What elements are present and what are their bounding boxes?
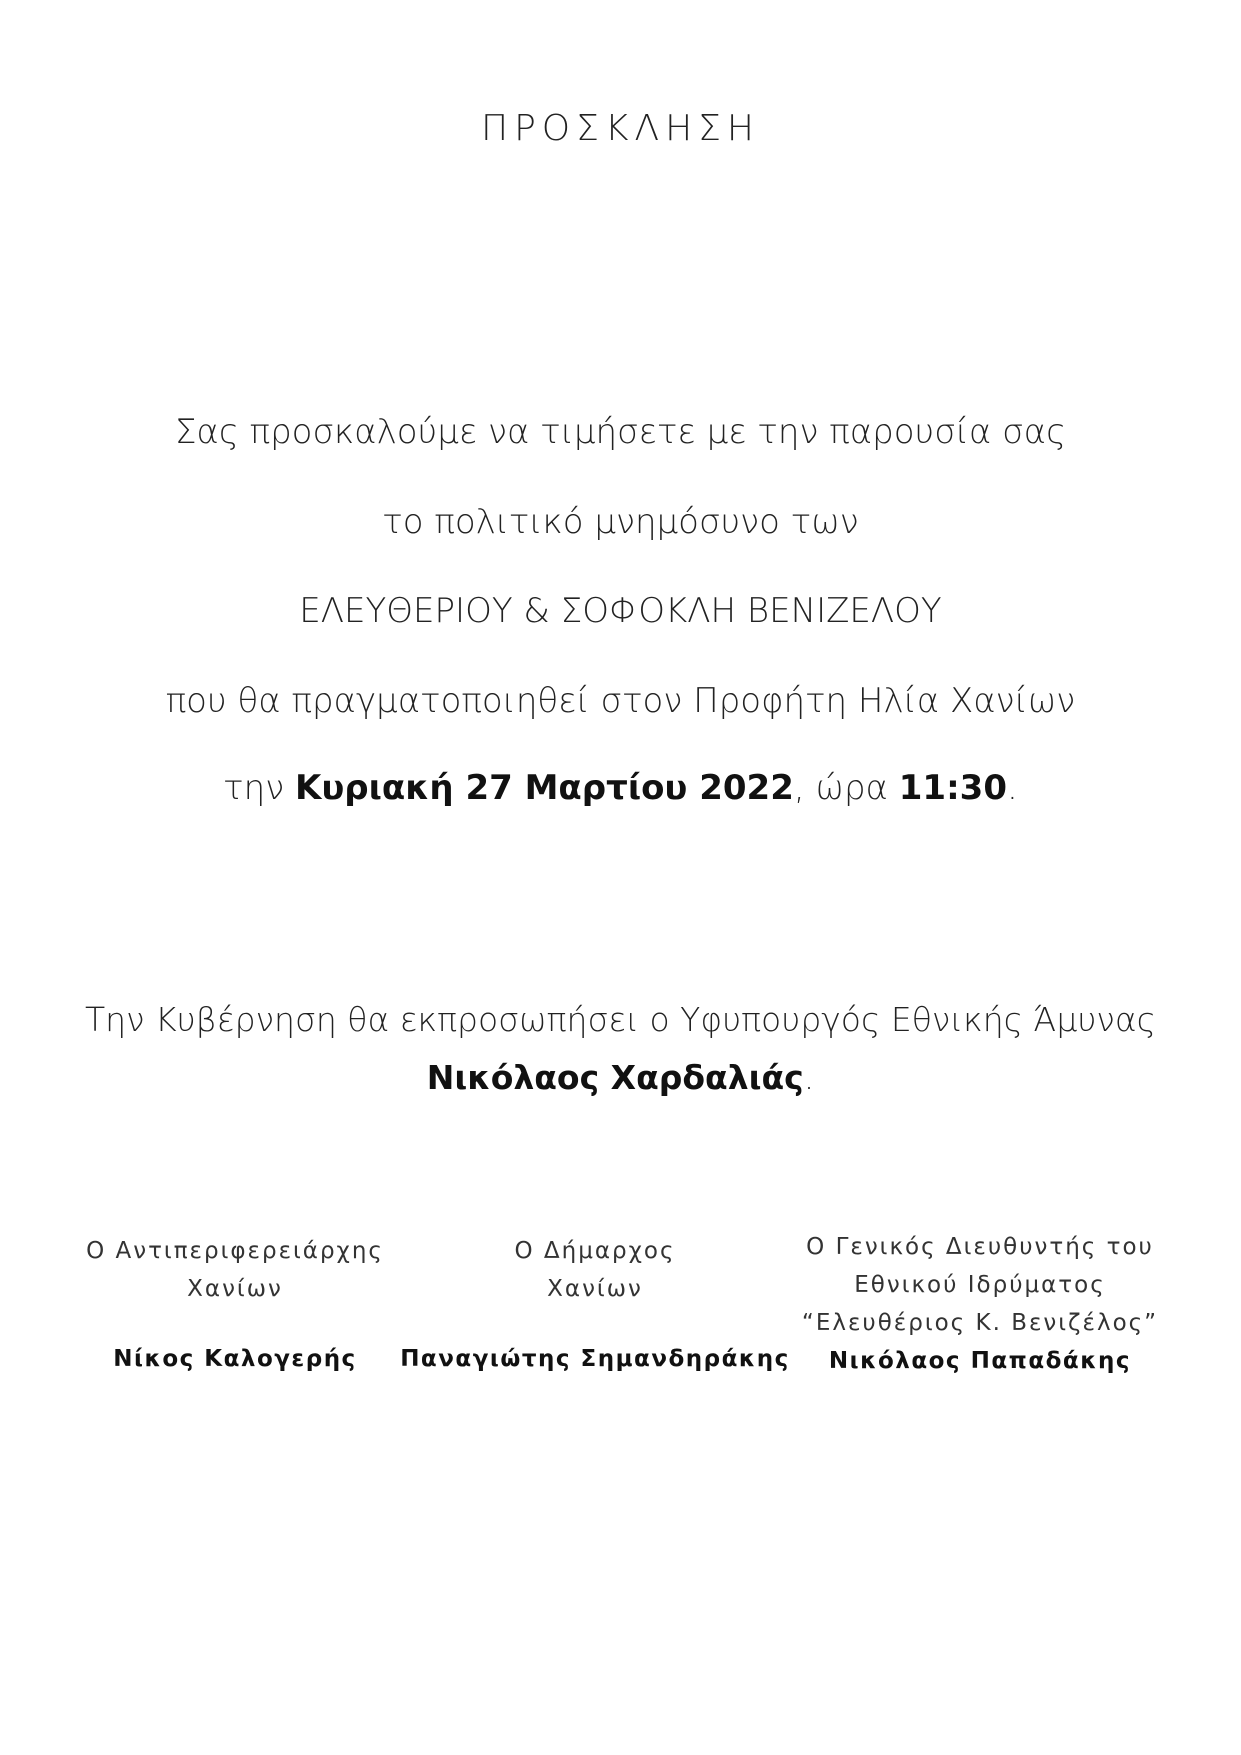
signatory-foundation-director	[800, 1228, 1160, 1380]
invitation-line-2: το πολιτικό μνημόσυνο των	[382, 502, 859, 542]
signatory-name: Παναγιώτης Σημανδηράκης	[400, 1346, 790, 1372]
signatory-role-line: “Ελευθέριος Κ. Βενιζέλος”	[801, 1310, 1159, 1336]
government-name-suffix: .	[803, 1058, 815, 1097]
date-time-line	[0, 768, 1241, 808]
honorees-line: ΕΛΕΥΘΕΡΙΟΥ & ΣΟΦΟΚΛΗ ΒΕΝΙΖΕΛΟΥ	[299, 591, 942, 631]
signatory-name: Νίκος Καλογερής	[113, 1346, 357, 1372]
signatory-mayor	[395, 1232, 795, 1378]
signatory-vice-governor	[80, 1232, 390, 1378]
signatory-name: Νικόλαος Παπαδάκης	[828, 1348, 1132, 1374]
date-prefix: την	[223, 768, 295, 808]
signatory-role-line: Ο Γενικός Διευθυντής του	[806, 1234, 1154, 1260]
signatory-role-line: Εθνικού Ιδρύματος	[854, 1272, 1106, 1298]
event-date: Κυριακή 27 Μαρτίου 2022	[295, 768, 794, 808]
signatory-role-line: Χανίων	[547, 1276, 643, 1302]
government-representative-name: Νικόλαος Χαρδαλιάς	[426, 1058, 804, 1097]
signatory-role-line: Ο Αντιπεριφερειάρχης	[86, 1238, 384, 1264]
location-line: που θα πραγματοποιηθεί στον Προφήτη Ηλία Χανίων	[165, 681, 1076, 721]
invitation-line-1: Σας προσκαλούμε να τιμήσετε με την παρουσία σας	[174, 412, 1067, 452]
event-time: 11:30	[898, 768, 1007, 808]
signatory-role-line: Χανίων	[187, 1276, 283, 1302]
date-time-suffix: .	[1007, 768, 1018, 808]
signatory-role-line: Ο Δήμαρχος	[514, 1238, 676, 1264]
page-title: ΠΡΟΣΚΛΗΣΗ	[481, 108, 760, 149]
government-representative-name-line	[0, 1058, 1241, 1097]
government-representative-line: Την Κυβέρνηση θα εκπροσωπήσει ο Υφυπουργός Εθνικής Άμυνας	[85, 1000, 1156, 1039]
time-prefix: , ώρα	[793, 768, 899, 808]
